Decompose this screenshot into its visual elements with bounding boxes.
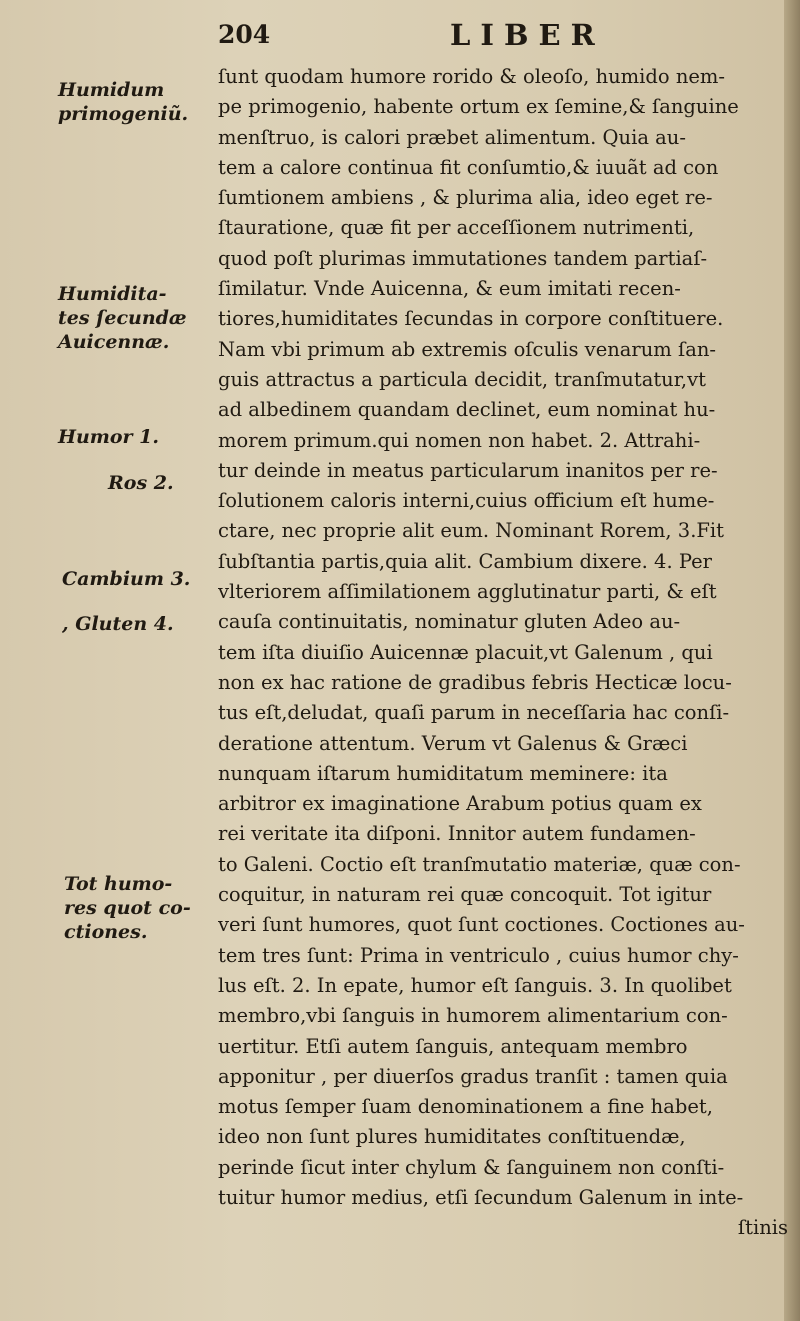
margin-note-gluten	[62, 612, 222, 636]
text-line: uertitur. Etſi autem ſanguis, antequam membro	[218, 1034, 688, 1058]
margin-note-line: tes ſecundæ	[58, 307, 187, 329]
margin-note-humidum	[58, 78, 218, 126]
text-line: ſunt quodam humore rorido & oleoſo, humido nem-	[218, 65, 726, 88]
text-line: tem a calore continua fit conſumtio,& iuuãt ad con	[218, 155, 719, 179]
text-line: cauſa continuitatis, nominatur gluten Adeo au-	[218, 610, 681, 634]
text-line: nunquam iſtarum humiditatum meminere: ita	[218, 761, 668, 785]
margin-note-line: Humor 1.	[58, 426, 160, 448]
text-line: arbitror ex imaginatione Arabum potius quam ex	[218, 792, 702, 816]
text-line: coquitur, in naturam rei quæ concoquit. Tot igitur	[218, 883, 712, 907]
margin-note-line: Cambium 3.	[62, 568, 191, 590]
text-line: ideo non ſunt plures humiditates conſtituendæ,	[218, 1125, 686, 1149]
page-number: 204	[218, 20, 271, 49]
text-line: deratione attentum. Verum vt Galenus & Græci	[218, 731, 688, 755]
margin-note-line: ctiones.	[64, 921, 148, 943]
text-line: veri ſunt humores, quot ſunt coctiones. Coctiones au-	[218, 913, 745, 937]
text-line: tur deinde in meatus particularum inanitos per re-	[218, 458, 718, 482]
text-line: motus ſemper ſuam denominationem a fine habet,	[218, 1095, 713, 1119]
margin-note-line: Humidita-	[58, 283, 167, 305]
text-line: quod poſt plurimas immutationes tandem partiaſ-	[218, 246, 708, 270]
margin-note-line: , Gluten 4.	[62, 613, 174, 635]
text-line: non ex hac ratione de gradibus febris Hecticæ locu-	[218, 670, 732, 694]
text-line: ſubſtantia partis,quia alit. Cambium dixere. 4. Per	[218, 549, 712, 573]
text-line: ſimilatur. Vnde Auicenna, & eum imitati recen-	[218, 277, 681, 301]
text-line: rei veritate ita diſponi. Innitor autem fundamen-	[218, 822, 696, 846]
margin-note-line: Tot humo-	[64, 873, 173, 895]
margin-note-line: Auicennæ.	[58, 331, 170, 353]
text-line: vlteriorem aſſimilationem agglutinatur parti, & eſt	[218, 580, 717, 604]
text-line: ad albedinem quandam declinet, eum nominat hu-	[218, 398, 716, 422]
text-line: membro,vbi ſanguis in humorem alimentarium con-	[218, 1004, 728, 1028]
margin-note-line: Ros 2.	[108, 472, 174, 494]
text-line: ſtinis	[737, 1216, 788, 1240]
main-text-block	[218, 62, 788, 1244]
text-line: tiores,humiditates ſecundas in corpore conſtituere.	[218, 307, 724, 331]
text-line: pe primogenio, habente ortum ex ſemine,& ſanguine	[218, 95, 739, 119]
text-line: menſtruo, is calori præbet alimentum. Quia au-	[218, 125, 686, 149]
text-line: ſumtionem ambiens , & plurima alia, ideo eget re-	[218, 186, 713, 210]
text-line: tus eſt,deludat, quaſi parum in neceſſaria hac conſi-	[218, 701, 730, 725]
margin-note-tot-humores	[64, 872, 224, 944]
margin-note-line: Humidum	[58, 79, 165, 101]
margin-note-humor	[58, 425, 218, 449]
text-line: tem iſta diuiſio Auicennæ placuit,vt Galenum , qui	[218, 640, 713, 664]
text-line: ctare, nec proprie alit eum. Nominant Rorem, 3.Fit	[218, 519, 724, 543]
margin-note-cambium	[62, 567, 222, 591]
text-line: ſolutionem caloris interni,cuius officium eſt hume-	[218, 489, 715, 513]
running-title: LIBER	[450, 18, 605, 52]
text-line: ſtauratione, quæ fit per acceſſionem nutrimenti,	[218, 216, 695, 240]
text-line: perinde ſicut inter chylum & ſanguinem non conſti-	[218, 1155, 725, 1179]
margin-note-line: res quot co-	[64, 897, 191, 919]
page-header	[0, 18, 800, 58]
text-line: guis attractus a particula decidit, tranſmutatur,vt	[218, 367, 706, 391]
text-line: to Galeni. Coctio eſt tranſmutatio materiæ, quæ con-	[218, 852, 741, 876]
margin-note-humiditates	[58, 282, 218, 354]
text-line: tuitur humor medius, etſi ſecundum Galenum in inte-	[218, 1185, 744, 1209]
text-line: lus eſt. 2. In epate, humor eſt ſanguis. 3. In quolibet	[218, 973, 732, 997]
text-line: apponitur , per diuerſos gradus tranſit : tamen quia	[218, 1064, 728, 1088]
text-line: morem primum.qui nomen non habet. 2. Attrahi-	[218, 428, 701, 452]
margin-note-line: primogeniũ.	[58, 103, 189, 125]
text-line: Nam vbi primum ab extremis oſculis venarum ſan-	[218, 337, 716, 361]
text-line: tem tres ſunt: Prima in ventriculo , cuius humor chy-	[218, 943, 739, 967]
